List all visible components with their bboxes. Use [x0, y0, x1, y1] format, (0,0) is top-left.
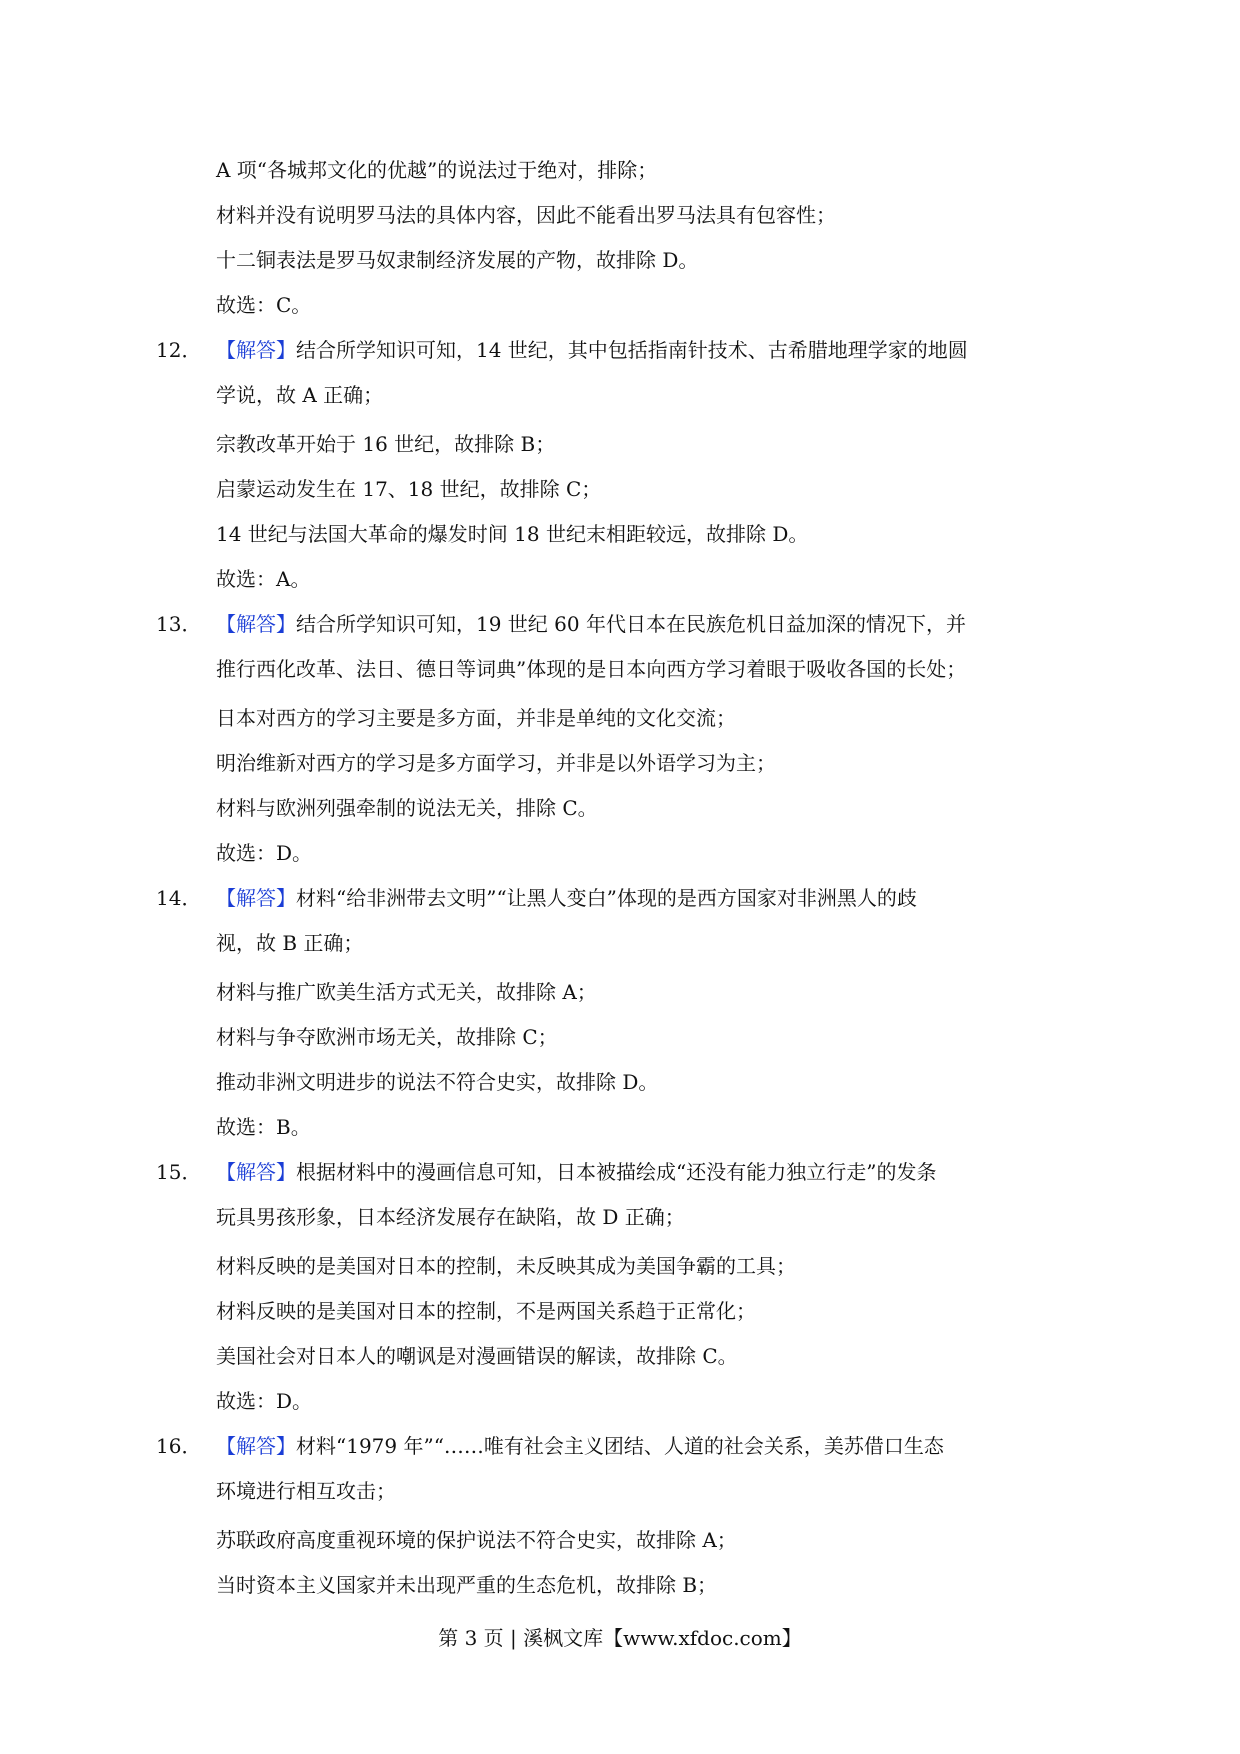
page-footer: 第 3 页 | 溪枫文库【www.xfdoc.com】: [438, 1626, 802, 1650]
answer-continuation: 学说，故 A 正确；: [216, 383, 384, 407]
answer-continuation: 推行西化改革、法日、德日等词典”体现的是日本向西方学习着眼于吸收各国的长处；: [216, 657, 967, 681]
question-12-header: [156, 338, 1056, 362]
answer-continuation: 环境进行相互攻击；: [216, 1479, 396, 1503]
answer-continuation: 玩具男孩形象，日本经济发展存在缺陷，故 D 正确；: [216, 1205, 685, 1229]
answer-line: 日本对西方的学习主要是多方面，并非是单纯的文化交流；: [216, 706, 736, 730]
intro-line: 十二铜表法是罗马奴隶制经济发展的产物，故排除 D。: [216, 248, 699, 272]
answer-line: 故选：D。: [216, 841, 313, 865]
answer-line: 材料与欧洲列强牵制的说法无关，排除 C。: [216, 796, 598, 820]
answer-tag: 【解答】: [216, 1434, 296, 1458]
answer-line: 明治维新对西方的学习是多方面学习，并非是以外语学习为主；: [216, 751, 776, 775]
answer-line: 故选：A。: [216, 567, 311, 591]
answer-line: 材料与争夺欧洲市场无关，故排除 C；: [216, 1025, 558, 1049]
intro-line: 故选：C。: [216, 293, 312, 317]
question-number: 16．: [156, 1434, 202, 1458]
question-15-header: [156, 1160, 1056, 1184]
answer-line: 14 世纪与法国大革命的爆发时间 18 世纪末相距较远，故排除 D。: [216, 522, 809, 546]
question-16-header: [156, 1434, 1056, 1458]
answer-line: 推动非洲文明进步的说法不符合史实，故排除 D。: [216, 1070, 659, 1094]
answer-first-line: 材料“1979 年”“……唯有社会主义团结、人道的社会关系，美苏借口生态: [296, 1434, 944, 1458]
answer-line: 当时资本主义国家并未出现严重的生态危机，故排除 B；: [216, 1573, 718, 1597]
answer-line: 材料与推广欧美生活方式无关，故排除 A；: [216, 980, 597, 1004]
question-number: 13．: [156, 612, 202, 636]
answer-tag: 【解答】: [216, 338, 296, 362]
answer-line: 材料反映的是美国对日本的控制，不是两国关系趋于正常化；: [216, 1299, 756, 1323]
answer-line: 宗教改革开始于 16 世纪，故排除 B；: [216, 432, 556, 456]
answer-tag: 【解答】: [216, 612, 296, 636]
question-number: 15．: [156, 1160, 202, 1184]
question-number: 14．: [156, 886, 202, 910]
answer-first-line: 结合所学知识可知，19 世纪 60 年代日本在民族危机日益加深的情况下，并: [296, 612, 966, 636]
answer-continuation: 视，故 B 正确；: [216, 931, 364, 955]
question-number: 12．: [156, 338, 202, 362]
answer-line: 美国社会对日本人的嘲讽是对漫画错误的解读，故排除 C。: [216, 1344, 738, 1368]
question-14-header: [156, 886, 1056, 910]
answer-line: 苏联政府高度重视环境的保护说法不符合史实，故排除 A；: [216, 1528, 737, 1552]
question-13-header: [156, 612, 1056, 636]
answer-first-line: 结合所学知识可知，14 世纪，其中包括指南针技术、古希腊地理学家的地圆: [296, 338, 968, 362]
answer-line: 材料反映的是美国对日本的控制，未反映其成为美国争霸的工具；: [216, 1254, 796, 1278]
answer-line: 故选：B。: [216, 1115, 311, 1139]
answer-tag: 【解答】: [216, 886, 296, 910]
intro-line: A 项“各城邦文化的优越”的说法过于绝对，排除；: [216, 158, 658, 182]
answer-first-line: 根据材料中的漫画信息可知，日本被描绘成“还没有能力独立行走”的发条: [296, 1160, 937, 1184]
answer-tag: 【解答】: [216, 1160, 296, 1184]
answer-line: 故选：D。: [216, 1389, 313, 1413]
answer-content: [156, 158, 1056, 1618]
intro-line: 材料并没有说明罗马法的具体内容，因此不能看出罗马法具有包容性；: [216, 203, 836, 227]
answer-line: 启蒙运动发生在 17、18 世纪，故排除 C；: [216, 477, 602, 501]
answer-first-line: 材料“给非洲带去文明”“让黑人变白”体现的是西方国家对非洲黑人的歧: [296, 886, 917, 910]
